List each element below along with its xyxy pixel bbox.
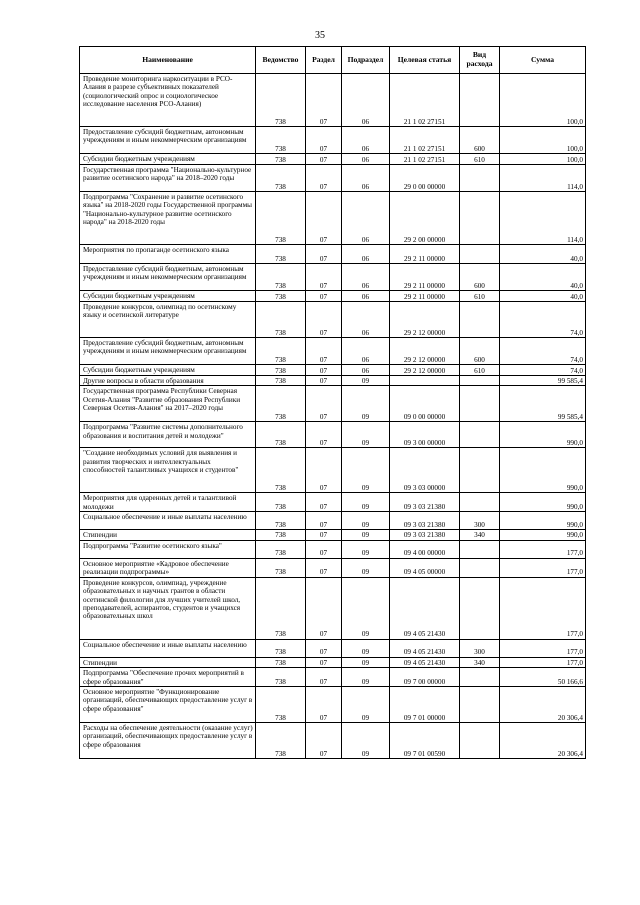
row-amount: 99 585,4 — [500, 376, 586, 386]
row-dept: 738 — [256, 365, 306, 376]
row-exp-type — [460, 668, 500, 687]
row-section: 07 — [306, 74, 342, 127]
row-section: 07 — [306, 577, 342, 639]
row-section: 07 — [306, 264, 342, 291]
row-subsection: 09 — [342, 723, 390, 759]
row-section: 07 — [306, 154, 342, 165]
row-name: Подпрограмма "Сохранение и развитие осетинского языка" на 2018-2020 годы Государственной программы "Национально-культурное развитие осетинского народа" на 2018-2020 годы — [80, 192, 256, 245]
row-exp-type: 340 — [460, 530, 500, 540]
header-amount: Сумма — [500, 47, 586, 74]
row-name: Мероприятия по пропаганде осетинского языка — [80, 245, 256, 264]
row-amount: 114,0 — [500, 192, 586, 245]
row-target: 09 4 05 21430 — [390, 657, 460, 667]
row-subsection: 06 — [342, 154, 390, 165]
row-name: Социальное обеспечение и иные выплаты населению — [80, 512, 256, 530]
row-subsection: 06 — [342, 74, 390, 127]
row-exp-type — [460, 558, 500, 577]
row-section: 07 — [306, 493, 342, 512]
row-subsection: 06 — [342, 291, 390, 302]
row-subsection: 06 — [342, 127, 390, 154]
row-exp-type — [460, 376, 500, 386]
table-row — [80, 127, 586, 154]
row-dept: 738 — [256, 338, 306, 365]
row-name: Другие вопросы в области образования — [80, 376, 256, 386]
row-exp-type: 300 — [460, 639, 500, 657]
row-name: Государственная программа "Национально-культурное развитие осетинского народа" на 2018–2020 годы — [80, 165, 256, 192]
row-subsection: 06 — [342, 192, 390, 245]
row-section: 07 — [306, 422, 342, 448]
table-row — [80, 639, 586, 657]
row-dept: 738 — [256, 687, 306, 723]
row-section: 07 — [306, 657, 342, 667]
row-dept: 738 — [256, 291, 306, 302]
row-dept: 738 — [256, 493, 306, 512]
row-amount: 990,0 — [500, 422, 586, 448]
row-dept: 738 — [256, 723, 306, 759]
table-row — [80, 422, 586, 448]
row-amount: 177,0 — [500, 639, 586, 657]
row-amount: 100,0 — [500, 154, 586, 165]
table-row — [80, 657, 586, 667]
row-target — [390, 376, 460, 386]
row-subsection: 09 — [342, 687, 390, 723]
table-row — [80, 365, 586, 376]
row-exp-type — [460, 386, 500, 422]
table-row — [80, 165, 586, 192]
row-amount: 177,0 — [500, 558, 586, 577]
row-exp-type: 600 — [460, 127, 500, 154]
row-name: Подпрограмма "Обеспечение прочих мероприятий в сфере образования" — [80, 668, 256, 687]
row-section: 07 — [306, 365, 342, 376]
row-amount: 74,0 — [500, 338, 586, 365]
table-row — [80, 687, 586, 723]
row-target: 09 3 03 00000 — [390, 448, 460, 493]
table-row — [80, 448, 586, 493]
table-row — [80, 376, 586, 386]
row-dept: 738 — [256, 245, 306, 264]
row-dept: 738 — [256, 264, 306, 291]
row-exp-type — [460, 302, 500, 338]
row-target: 29 2 12 00000 — [390, 365, 460, 376]
row-section: 07 — [306, 376, 342, 386]
row-target: 09 7 01 00000 — [390, 687, 460, 723]
row-amount: 990,0 — [500, 448, 586, 493]
header-name: Наименование — [80, 47, 256, 74]
row-exp-type — [460, 687, 500, 723]
row-subsection: 09 — [342, 540, 390, 558]
row-subsection: 09 — [342, 639, 390, 657]
row-target: 29 0 00 00000 — [390, 165, 460, 192]
row-target: 09 0 00 00000 — [390, 386, 460, 422]
row-name: Государственная программа Республики Северная Осетия-Алания "Развитие образования Республики Северная Осетия-Алания" на 2017–2020 годы — [80, 386, 256, 422]
row-amount: 20 306,4 — [500, 723, 586, 759]
table-header-row — [80, 47, 586, 74]
row-target: 29 2 11 00000 — [390, 264, 460, 291]
row-target: 09 4 05 00000 — [390, 558, 460, 577]
row-exp-type — [460, 165, 500, 192]
row-subsection: 06 — [342, 165, 390, 192]
row-amount: 50 166,6 — [500, 668, 586, 687]
row-subsection: 09 — [342, 668, 390, 687]
row-dept: 738 — [256, 448, 306, 493]
row-name: Проведение конкурсов, олимпиад, учреждение образовательных и научных грантов в области осетинской филологии для лучших учителей школ, преподавателей, аспирантов, студентов и учащихся образовательных школ — [80, 577, 256, 639]
row-name: Подпрограмма "Развитие осетинского языка" — [80, 540, 256, 558]
row-section: 07 — [306, 448, 342, 493]
row-dept: 738 — [256, 530, 306, 540]
row-section: 07 — [306, 386, 342, 422]
row-name: Проведение мониторинга наркоситуации в РСО-Алания в разрезе субъективных показателей (социологический опрос и социологическое исследование населения РСО-Алания) — [80, 74, 256, 127]
row-amount: 99 585,4 — [500, 386, 586, 422]
row-subsection: 09 — [342, 558, 390, 577]
row-name: Проведение конкурсов, олимпиад по осетинскому языку и осетинской литературе — [80, 302, 256, 338]
table-row — [80, 386, 586, 422]
row-section: 07 — [306, 668, 342, 687]
header-target: Целевая статья — [390, 47, 460, 74]
row-name: Подпрограмма "Развитие системы дополнительного образования и воспитания детей и молодежи" — [80, 422, 256, 448]
row-dept: 738 — [256, 74, 306, 127]
row-section: 07 — [306, 245, 342, 264]
table-row — [80, 493, 586, 512]
row-section: 07 — [306, 192, 342, 245]
row-subsection: 06 — [342, 302, 390, 338]
row-dept: 738 — [256, 540, 306, 558]
row-dept: 738 — [256, 422, 306, 448]
budget-table — [79, 46, 586, 759]
row-target: 09 3 00 00000 — [390, 422, 460, 448]
row-target: 09 3 03 21380 — [390, 530, 460, 540]
row-section: 07 — [306, 165, 342, 192]
row-subsection: 09 — [342, 577, 390, 639]
row-subsection: 09 — [342, 493, 390, 512]
row-target: 29 2 00 00000 — [390, 192, 460, 245]
row-section: 07 — [306, 687, 342, 723]
table-row — [80, 338, 586, 365]
row-target: 29 2 11 00000 — [390, 291, 460, 302]
row-target: 21 1 02 27151 — [390, 74, 460, 127]
row-section: 07 — [306, 127, 342, 154]
row-exp-type: 600 — [460, 264, 500, 291]
row-target: 09 4 00 00000 — [390, 540, 460, 558]
header-exp-type: Вид расхода — [460, 47, 500, 74]
table-row — [80, 264, 586, 291]
row-amount: 990,0 — [500, 493, 586, 512]
row-name: "Создание необходимых условий для выявления и развития творческих и интеллектуальных способностей талантливых учащихся и студентов" — [80, 448, 256, 493]
table-row — [80, 723, 586, 759]
row-amount: 177,0 — [500, 657, 586, 667]
row-subsection: 06 — [342, 264, 390, 291]
table-row — [80, 291, 586, 302]
row-section: 07 — [306, 530, 342, 540]
row-target: 09 3 03 21380 — [390, 512, 460, 530]
table-row — [80, 245, 586, 264]
table-row — [80, 192, 586, 245]
row-subsection: 09 — [342, 386, 390, 422]
row-name: Стипендии — [80, 657, 256, 667]
row-target: 29 2 11 00000 — [390, 245, 460, 264]
row-name: Социальное обеспечение и иные выплаты населению — [80, 639, 256, 657]
row-section: 07 — [306, 512, 342, 530]
table-row — [80, 558, 586, 577]
table-row — [80, 154, 586, 165]
header-dept: Ведомство — [256, 47, 306, 74]
row-target: 29 2 12 00000 — [390, 302, 460, 338]
row-dept: 738 — [256, 577, 306, 639]
row-dept: 738 — [256, 386, 306, 422]
row-name: Основное мероприятие «Кадровое обеспечение реализации подпрограммы» — [80, 558, 256, 577]
row-section: 07 — [306, 639, 342, 657]
row-exp-type — [460, 448, 500, 493]
table-row — [80, 74, 586, 127]
row-subsection: 09 — [342, 657, 390, 667]
row-target: 09 7 01 00590 — [390, 723, 460, 759]
row-exp-type: 610 — [460, 365, 500, 376]
table-row — [80, 668, 586, 687]
table-row — [80, 302, 586, 338]
row-name: Субсидии бюджетным учреждениям — [80, 291, 256, 302]
row-amount: 40,0 — [500, 291, 586, 302]
row-section: 07 — [306, 540, 342, 558]
row-amount: 114,0 — [500, 165, 586, 192]
row-dept: 738 — [256, 192, 306, 245]
row-subsection: 06 — [342, 245, 390, 264]
row-exp-type: 610 — [460, 154, 500, 165]
row-amount: 100,0 — [500, 127, 586, 154]
row-amount: 40,0 — [500, 264, 586, 291]
row-amount: 990,0 — [500, 512, 586, 530]
row-dept: 738 — [256, 165, 306, 192]
row-name: Предоставление субсидий бюджетным, автономным учреждениям и иным некоммерческим организациям — [80, 264, 256, 291]
table-row — [80, 512, 586, 530]
page-number: 35 — [315, 30, 325, 41]
table-row — [80, 577, 586, 639]
row-subsection: 09 — [342, 448, 390, 493]
row-exp-type — [460, 723, 500, 759]
row-exp-type — [460, 74, 500, 127]
row-exp-type: 610 — [460, 291, 500, 302]
row-exp-type — [460, 245, 500, 264]
row-dept: 738 — [256, 154, 306, 165]
row-dept: 738 — [256, 668, 306, 687]
header-section: Раздел — [306, 47, 342, 74]
header-subsection: Подраздел — [342, 47, 390, 74]
row-subsection: 09 — [342, 512, 390, 530]
row-exp-type: 300 — [460, 512, 500, 530]
row-amount: 990,0 — [500, 530, 586, 540]
row-name: Предоставление субсидий бюджетным, автономным учреждениям и иным некоммерческим организациям — [80, 127, 256, 154]
row-target: 09 3 03 21380 — [390, 493, 460, 512]
row-dept: 738 — [256, 302, 306, 338]
row-name: Расходы на обеспечение деятельности (оказание услуг) организаций, обеспечивающих предоставление услуг в сфере образования — [80, 723, 256, 759]
row-subsection: 06 — [342, 365, 390, 376]
row-exp-type — [460, 540, 500, 558]
row-target: 21 1 02 27151 — [390, 127, 460, 154]
row-amount: 74,0 — [500, 302, 586, 338]
row-name: Основное мероприятие "Функционирование организаций, обеспечивающих предоставление услуг в сфере образования" — [80, 687, 256, 723]
row-exp-type — [460, 422, 500, 448]
table-row — [80, 540, 586, 558]
row-amount: 177,0 — [500, 540, 586, 558]
row-amount: 74,0 — [500, 365, 586, 376]
row-target: 09 4 05 21430 — [390, 639, 460, 657]
row-name: Стипендии — [80, 530, 256, 540]
row-section: 07 — [306, 338, 342, 365]
row-section: 07 — [306, 291, 342, 302]
row-target: 29 2 12 00000 — [390, 338, 460, 365]
row-target: 09 4 05 21430 — [390, 577, 460, 639]
row-dept: 738 — [256, 376, 306, 386]
row-section: 07 — [306, 302, 342, 338]
row-dept: 738 — [256, 639, 306, 657]
row-exp-type: 600 — [460, 338, 500, 365]
row-target: 09 7 00 00000 — [390, 668, 460, 687]
row-dept: 738 — [256, 558, 306, 577]
row-section: 07 — [306, 723, 342, 759]
row-dept: 738 — [256, 127, 306, 154]
row-dept: 738 — [256, 657, 306, 667]
row-exp-type: 340 — [460, 657, 500, 667]
row-name: Субсидии бюджетным учреждениям — [80, 154, 256, 165]
row-exp-type — [460, 577, 500, 639]
row-subsection: 06 — [342, 338, 390, 365]
row-subsection: 09 — [342, 530, 390, 540]
row-name: Мероприятия для одаренных детей и талантливой молодежи — [80, 493, 256, 512]
row-subsection: 09 — [342, 376, 390, 386]
row-amount: 20 306,4 — [500, 687, 586, 723]
row-amount: 100,0 — [500, 74, 586, 127]
row-subsection: 09 — [342, 422, 390, 448]
row-amount: 40,0 — [500, 245, 586, 264]
row-dept: 738 — [256, 512, 306, 530]
row-name: Субсидии бюджетным учреждениям — [80, 365, 256, 376]
row-target: 21 1 02 27151 — [390, 154, 460, 165]
row-section: 07 — [306, 558, 342, 577]
row-exp-type — [460, 192, 500, 245]
row-amount: 177,0 — [500, 577, 586, 639]
table-row — [80, 530, 586, 540]
row-exp-type — [460, 493, 500, 512]
row-name: Предоставление субсидий бюджетным, автономным учреждениям и иным некоммерческим организациям — [80, 338, 256, 365]
